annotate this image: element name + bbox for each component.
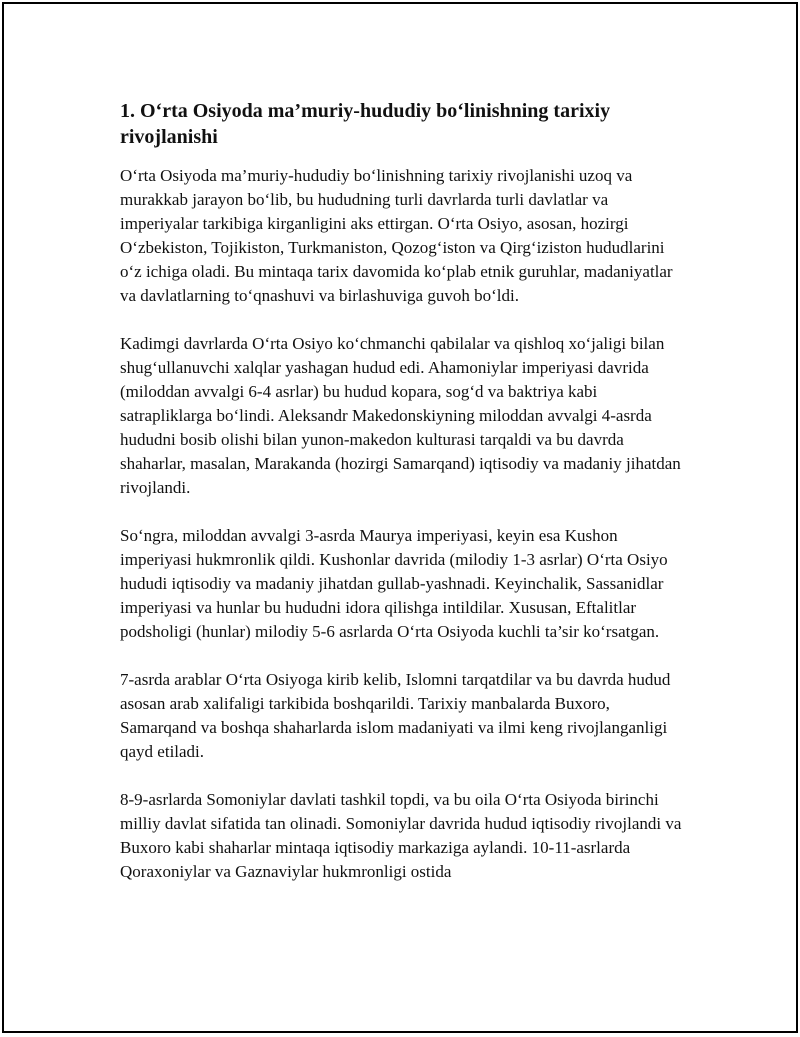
document-body xyxy=(120,98,685,908)
paragraph-2: Kadimgi davrlarda O‘rta Osiyo ko‘chmanchi qabilalar va qishloq xo‘jaligi bilan shug‘ullanuvchi xalqlar yashagan hudud edi. Ahamoniylar imperiyasi davrida (miloddan avvalgi 6-4 asrlar) bu hudud kopara, sog‘d va baktriya kabi satrapliklarga bo‘lindi. Aleksandr Makedonskiyning miloddan avvalgi 4-asrda hududni bosib olishi bilan yunon-makedon kulturasi tarqaldi va bu davrda shaharlar, masalan, Marakanda (hozirgi Samarqand) iqtisodiy va madaniy jihatdan rivojlandi. xyxy=(120,334,681,497)
paragraph-5: 8-9-asrlarda Somoniylar davlati tashkil topdi, va bu oila O‘rta Osiyoda birinchi milliy davlat sifatida tan olinadi. Somoniylar davrida hudud iqtisodiy rivojlandi va Buxoro kabi shaharlar mintaqa iqtisodiy markaziga aylandi. 10-11-asrlarda Qoraxoniylar va Gaznaviylar hukmronligi ostida xyxy=(120,790,682,881)
paragraph-1: O‘rta Osiyoda ma’muriy-hududiy bo‘linishning tarixiy rivojlanishi uzoq va murakkab jarayon bo‘lib, bu hududning turli davrlarda turli davlatlar va imperiyalar tarkibiga kirganligini aks ettirgan. O‘rta Osiyo, asosan, hozirgi O‘zbekiston, Tojikiston, Turkmaniston, Qozog‘iston va Qirg‘iziston hududlarini o‘z ichiga oladi. Bu mintaqa tarix davomida ko‘plab etnik guruhlar, madaniyatlar va davlatlarning to‘qnashuvi va birlashuviga guvoh bo‘ldi. xyxy=(120,166,673,305)
document-page xyxy=(2,2,798,1033)
paragraph-4: 7-asrda arablar O‘rta Osiyoga kirib kelib, Islomni tarqatdilar va bu davrda hudud asosan arab xalifaligi tarkibida boshqarildi. Tarixiy manbalarda Buxoro, Samarqand va boshqa shaharlarda islom madaniyati va ilmi keng rivojlanganligi qayd etiladi. xyxy=(120,670,671,761)
paragraph-3: So‘ngra, miloddan avvalgi 3-asrda Maurya imperiyasi, keyin esa Kushon imperiyasi hukmronlik qildi. Kushonlar davrida (milodiy 1-3 asrlar) O‘rta Osiyo hududi iqtisodiy va madaniy jihatdan gullab-yashnadi. Keyinchalik, Sassanidlar imperiyasi va hunlar bu hududni idora qilishga intildilar. Xususan, Eftalitlar podsholigi (hunlar) milodiy 5-6 asrlarda O‘rta Osiyoda kuchli ta’sir ko‘rsatgan. xyxy=(120,526,668,641)
section-title: 1. O‘rta Osiyoda ma’muriy-hududiy bo‘linishning tarixiy rivojlanishi xyxy=(120,100,611,148)
